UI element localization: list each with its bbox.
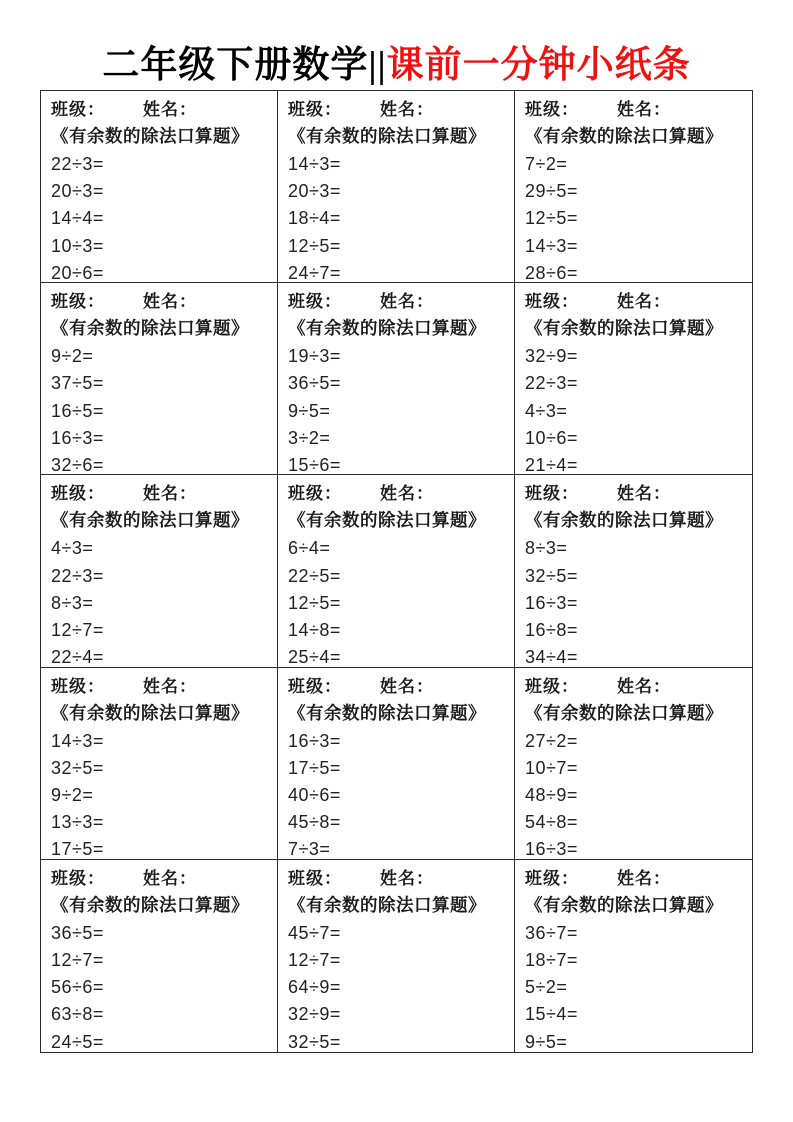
class-label: 班级：	[525, 100, 579, 119]
cell-header	[51, 482, 269, 506]
name-label: 姓名：	[617, 292, 671, 312]
division-problem: 10÷6=	[525, 427, 578, 448]
division-problem: 32÷5=	[525, 565, 578, 586]
name-label: 姓名：	[380, 484, 434, 504]
division-problem: 63÷8=	[51, 1004, 104, 1025]
class-label: 班级：	[288, 676, 342, 696]
division-problem: 20÷3=	[51, 181, 104, 202]
cell-header	[288, 290, 506, 314]
division-problem: 28÷6=	[525, 262, 578, 283]
division-problem: 9÷5=	[525, 1031, 568, 1052]
worksheet-cell	[515, 860, 752, 1052]
cell-header	[525, 290, 744, 314]
name-label: 姓名：	[617, 868, 671, 888]
page-title-black-segment: 二年级下册数学||	[102, 45, 387, 86]
division-problem: 22÷4=	[51, 647, 104, 668]
division-problem: 12÷5=	[288, 592, 341, 613]
cell-subtitle: 《有余数的除法口算题》	[288, 702, 486, 723]
division-problem: 22÷3=	[51, 565, 104, 586]
division-problem: 27÷2=	[525, 730, 578, 751]
class-label: 班级：	[288, 100, 342, 119]
division-problem: 14÷3=	[51, 730, 104, 751]
division-problem: 36÷7=	[525, 922, 578, 943]
division-problem: 45÷7=	[288, 922, 341, 943]
cell-subtitle: 《有余数的除法口算题》	[525, 126, 723, 146]
division-problem: 32÷5=	[51, 757, 104, 778]
class-label: 班级：	[288, 292, 342, 312]
division-problem: 8÷3=	[525, 538, 568, 559]
division-problem: 32÷6=	[51, 455, 104, 475]
cell-header	[51, 867, 269, 891]
worksheet-cell	[515, 668, 752, 860]
division-problem: 9÷2=	[51, 346, 94, 367]
class-label: 班级：	[51, 676, 105, 696]
division-problem: 17÷5=	[51, 839, 104, 860]
division-problem: 6÷4=	[288, 538, 331, 559]
division-problem: 22÷3=	[525, 373, 578, 394]
division-problem: 15÷4=	[525, 1004, 578, 1025]
division-problem: 12÷7=	[51, 620, 104, 640]
cell-subtitle: 《有余数的除法口算题》	[51, 126, 249, 146]
worksheet-cell	[278, 283, 515, 475]
division-problem: 32÷9=	[525, 346, 578, 367]
division-problem: 24÷5=	[51, 1031, 104, 1052]
division-problem: 10÷7=	[525, 757, 578, 778]
cell-header	[525, 867, 744, 891]
cell-header	[288, 482, 506, 506]
division-problem: 14÷8=	[288, 620, 341, 640]
division-problem: 16÷3=	[51, 427, 104, 448]
page-title	[0, 34, 793, 88]
division-problem: 15÷6=	[288, 455, 341, 475]
division-problem: 22÷3=	[51, 154, 104, 174]
class-label: 班级：	[525, 484, 579, 504]
cell-subtitle: 《有余数的除法口算题》	[525, 318, 723, 339]
class-label: 班级：	[288, 868, 342, 888]
cell-header	[288, 675, 506, 699]
division-problem: 21÷4=	[525, 455, 578, 475]
division-problem: 12÷7=	[51, 950, 104, 970]
division-problem: 14÷4=	[51, 208, 104, 229]
class-label: 班级：	[51, 484, 105, 504]
division-problem: 16÷5=	[51, 400, 104, 421]
name-label: 姓名：	[380, 292, 434, 312]
division-problem: 18÷4=	[288, 208, 341, 229]
division-problem: 19÷3=	[288, 346, 341, 367]
division-problem: 16÷3=	[525, 839, 578, 860]
worksheet-cell	[278, 668, 515, 860]
name-label: 姓名：	[617, 676, 671, 696]
worksheet-cell	[515, 283, 752, 475]
cell-subtitle: 《有余数的除法口算题》	[288, 318, 486, 339]
division-problem: 37÷5=	[51, 373, 104, 394]
name-label: 姓名：	[143, 292, 197, 312]
name-label: 姓名：	[380, 100, 434, 119]
division-problem: 4÷3=	[51, 538, 94, 559]
class-label: 班级：	[525, 292, 579, 312]
division-problem: 9÷5=	[288, 400, 331, 421]
division-problem: 36÷5=	[51, 922, 104, 943]
division-problem: 22÷5=	[288, 565, 341, 586]
cell-header	[51, 290, 269, 314]
name-label: 姓名：	[143, 484, 197, 504]
name-label: 姓名：	[143, 868, 197, 888]
class-label: 班级：	[51, 100, 105, 119]
name-label: 姓名：	[380, 868, 434, 888]
cell-header	[525, 482, 744, 506]
worksheet-cell	[278, 475, 515, 667]
division-problem: 7÷2=	[525, 154, 568, 174]
division-problem: 9÷2=	[51, 785, 94, 805]
class-label: 班级：	[525, 676, 579, 696]
division-problem: 17÷5=	[288, 757, 341, 778]
cell-header	[51, 675, 269, 699]
division-problem: 48÷9=	[525, 785, 578, 805]
cell-header	[288, 867, 506, 891]
cell-header	[525, 98, 744, 122]
worksheet-cell	[41, 860, 278, 1052]
division-problem: 18÷7=	[525, 950, 578, 970]
division-problem: 5÷2=	[525, 977, 568, 998]
worksheet-cell	[278, 860, 515, 1052]
cell-subtitle: 《有余数的除法口算题》	[288, 894, 486, 915]
cell-subtitle: 《有余数的除法口算题》	[525, 894, 723, 915]
division-problem: 29÷5=	[525, 181, 578, 202]
division-problem: 14÷3=	[288, 154, 341, 174]
division-problem: 12÷5=	[525, 208, 578, 229]
division-problem: 20÷3=	[288, 181, 341, 202]
division-problem: 54÷8=	[525, 812, 578, 833]
division-problem: 40÷6=	[288, 785, 341, 805]
cell-subtitle: 《有余数的除法口算题》	[525, 702, 723, 723]
name-label: 姓名：	[617, 100, 671, 119]
worksheet-cell	[278, 91, 515, 283]
worksheet-cell	[515, 475, 752, 667]
name-label: 姓名：	[143, 676, 197, 696]
division-problem: 64÷9=	[288, 977, 341, 998]
division-problem: 4÷3=	[525, 400, 568, 421]
division-problem: 45÷8=	[288, 812, 341, 833]
class-label: 班级：	[288, 484, 342, 504]
division-problem: 36÷5=	[288, 373, 341, 394]
division-problem: 3÷2=	[288, 427, 331, 448]
division-problem: 14÷3=	[525, 235, 578, 256]
division-problem: 32÷9=	[288, 1004, 341, 1025]
division-problem: 16÷3=	[525, 592, 578, 613]
division-problem: 13÷3=	[51, 812, 104, 833]
division-problem: 34÷4=	[525, 647, 578, 668]
worksheet-cell	[515, 91, 752, 283]
division-problem: 10÷3=	[51, 235, 104, 256]
name-label: 姓名：	[617, 484, 671, 504]
class-label: 班级：	[51, 868, 105, 888]
cell-subtitle: 《有余数的除法口算题》	[288, 510, 486, 531]
cell-header	[288, 98, 506, 122]
class-label: 班级：	[51, 292, 105, 312]
division-problem: 16÷8=	[525, 620, 578, 640]
division-problem: 20÷6=	[51, 262, 104, 283]
division-problem: 7÷3=	[288, 839, 331, 860]
cell-subtitle: 《有余数的除法口算题》	[288, 126, 486, 146]
page-title-red-segment: 课前一分钟小纸条	[386, 45, 691, 86]
division-problem: 12÷5=	[288, 235, 341, 256]
worksheet-grid	[40, 90, 753, 1053]
division-problem: 32÷5=	[288, 1031, 341, 1052]
division-problem: 8÷3=	[51, 592, 94, 613]
division-problem: 12÷7=	[288, 950, 341, 970]
division-problem: 56÷6=	[51, 977, 104, 998]
name-label: 姓名：	[380, 676, 434, 696]
division-problem: 16÷3=	[288, 730, 341, 751]
name-label: 姓名：	[143, 100, 197, 119]
worksheet-cell	[41, 475, 278, 667]
division-problem: 25÷4=	[288, 647, 341, 668]
cell-subtitle: 《有余数的除法口算题》	[51, 318, 249, 339]
worksheet-cell	[41, 91, 278, 283]
class-label: 班级：	[525, 868, 579, 888]
cell-subtitle: 《有余数的除法口算题》	[51, 894, 249, 915]
cell-subtitle: 《有余数的除法口算题》	[51, 702, 249, 723]
worksheet-cell	[41, 283, 278, 475]
cell-subtitle: 《有余数的除法口算题》	[51, 510, 249, 531]
cell-header	[51, 98, 269, 122]
division-problem: 24÷7=	[288, 262, 341, 283]
cell-header	[525, 675, 744, 699]
cell-subtitle: 《有余数的除法口算题》	[525, 510, 723, 531]
worksheet-cell	[41, 668, 278, 860]
